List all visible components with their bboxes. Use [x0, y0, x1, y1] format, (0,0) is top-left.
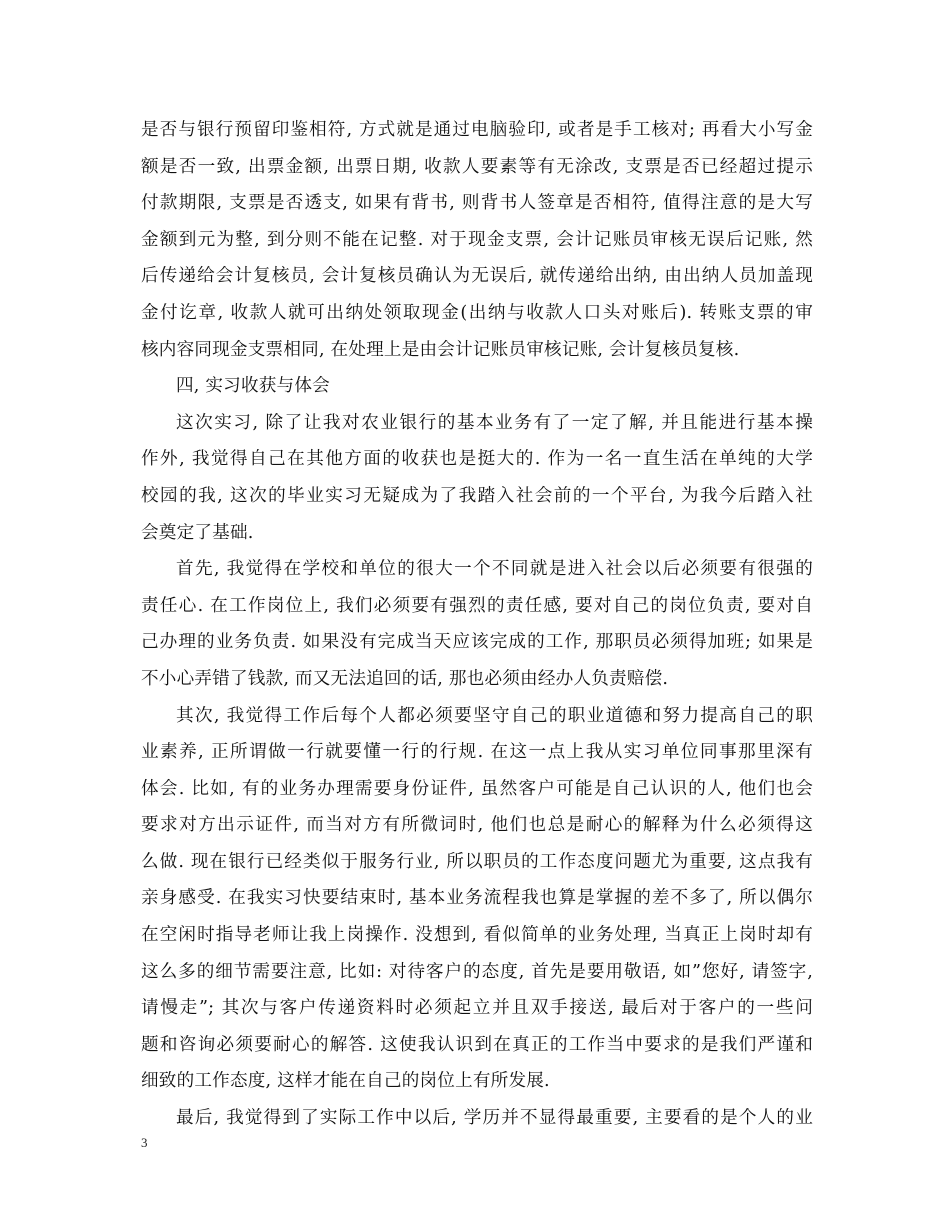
text-line: 不小心弄错了钱款, 而又无法追回的话, 那也必须由经办人负责赔偿. — [141, 668, 669, 689]
text-line: 后传递给会计复核员, 会计复核员确认为无误后, 就传递给出纳, 由出纳人员加盖现 — [141, 266, 813, 287]
section-heading: 四, 实习收获与体会 — [176, 376, 330, 397]
text-line: 其次, 我觉得工作后每个人都必须要坚守自己的职业道德和努力提高自己的职 — [176, 705, 813, 726]
text-line: 金额到元为整, 到分则不能在记整. 对于现金支票, 会计记账员审核无误后记账, 然 — [141, 229, 813, 250]
text-line: 这么多的细节需要注意, 比如: 对待客户的态度, 首先是要用敬语, 如”您好, 请签字, — [141, 961, 813, 982]
text-line: 核内容同现金支票相同, 在处理上是由会计记账员审核记账, 会计复核员复核. — [141, 339, 740, 360]
text-line: 校园的我, 这次的毕业实习无疑成为了我踏入社会前的一个平台, 为我今后踏入社 — [141, 485, 813, 506]
text-line: 额是否一致, 出票金额, 出票日期, 收款人要素等有无涂改, 支票是否已经超过提示 — [141, 156, 813, 177]
text-line: 请慢走”; 其次与客户传递资料时必须起立并且双手接送, 最后对于客户的一些问 — [141, 998, 813, 1019]
text-line: 要求对方出示证件, 而当对方有所微词时, 他们也总是耐心的解释为什么必须得这 — [141, 815, 813, 836]
text-line: 题和咨询必须要耐心的解答. 这使我认识到在真正的工作当中要求的是我们严谨和 — [141, 1034, 813, 1055]
body-text — [141, 112, 813, 1137]
text-line: 业素养, 正所谓做一行就要懂一行的行规. 在这一点上我从实习单位同事那里深有 — [141, 742, 813, 763]
text-line: 在空闲时指导老师让我上岗操作. 没想到, 看似简单的业务处理, 当真正上岗时却有 — [141, 925, 813, 946]
text-line: 亲身感受. 在我实习快要结束时, 基本业务流程我也算是掌握的差不多了, 所以偶尔 — [141, 888, 813, 909]
text-line: 金付讫章, 收款人就可出纳处领取现金(出纳与收款人口头对账后). 转账支票的审 — [141, 302, 813, 323]
text-line: 责任心. 在工作岗位上, 我们必须要有强烈的责任感, 要对自己的岗位负责, 要对自 — [141, 595, 813, 616]
text-line: 己办理的业务负责. 如果没有完成当天应该完成的工作, 那职员必须得加班; 如果是 — [141, 632, 813, 653]
text-line: 细致的工作态度, 这样才能在自己的岗位上有所发展. — [141, 1071, 550, 1092]
text-line: 付款期限, 支票是否透支, 如果有背书, 则背书人签章是否相符, 值得注意的是大写 — [141, 193, 813, 214]
text-line: 是否与银行预留印鉴相符, 方式就是通过电脑验印, 或者是手工核对; 再看大小写金 — [141, 120, 813, 140]
text-line: 体会. 比如, 有的业务办理需要身份证件, 虽然客户可能是自己认识的人, 他们也会 — [141, 778, 813, 799]
text-line: 首先, 我觉得在学校和单位的很大一个不同就是进入社会以后必须要有很强的 — [176, 559, 813, 580]
text-line: 这次实习, 除了让我对农业银行的基本业务有了一定了解, 并且能进行基本操 — [176, 412, 813, 433]
text-line: 作外, 我觉得自己在其他方面的收获也是挺大的. 作为一名一直生活在单纯的大学 — [141, 449, 813, 470]
text-line: 最后, 我觉得到了实际工作中以后, 学历并不显得最重要, 主要看的是个人的业 — [176, 1108, 813, 1129]
text-line: 会奠定了基础. — [141, 522, 254, 543]
page-number: 3 — [141, 1135, 148, 1150]
text-line: 么做. 现在银行已经类似于服务行业, 所以职员的工作态度问题尤为重要, 这点我有 — [141, 851, 813, 872]
